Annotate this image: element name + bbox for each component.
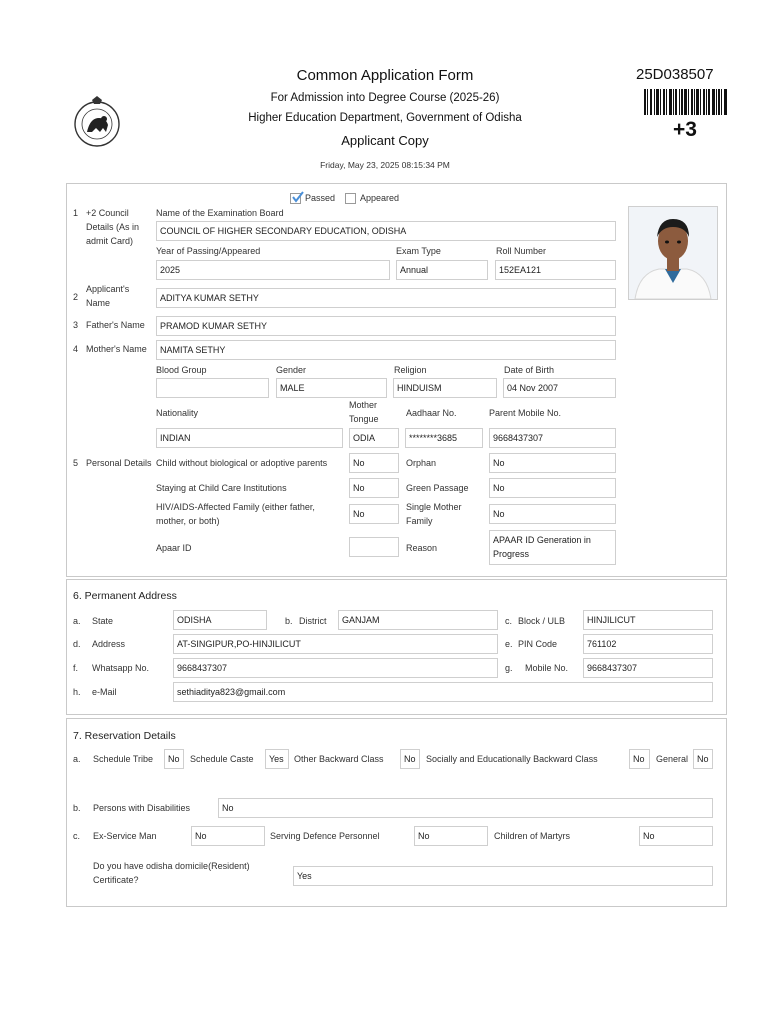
general-field: No xyxy=(693,749,713,769)
mother-tongue-field: ODIA xyxy=(349,428,399,448)
roll-label: Roll Number xyxy=(496,246,547,256)
mother-tongue-label: Mother Tongue xyxy=(349,400,379,424)
single-mother-label: Single Mother Family xyxy=(406,502,462,526)
pin-code-label: PIN Code xyxy=(518,639,558,649)
single-mother-field: No xyxy=(489,504,616,524)
child-without-parents-label: Child without biological or adoptive parents xyxy=(156,458,328,468)
domicile-label: Do you have odisha domicile(Resident) Certificate? xyxy=(93,861,250,885)
passed-label: Passed xyxy=(305,193,336,203)
serving-defence-field: No xyxy=(414,826,488,846)
children-of-martyrs-label: Children of Martyrs xyxy=(494,831,571,841)
course-tag: +3 xyxy=(673,118,697,141)
row-number: 5 xyxy=(73,458,79,468)
odisha-emblem-icon xyxy=(70,94,124,150)
row-number: 4 xyxy=(73,344,79,354)
orphan-field: No xyxy=(489,453,616,473)
obc-field: No xyxy=(400,749,420,769)
applicant-photo xyxy=(628,206,718,300)
green-passage-label: Green Passage xyxy=(406,483,469,493)
father-name-label: Father's Name xyxy=(86,320,145,330)
religion-label: Religion xyxy=(394,365,427,375)
reason-label: Reason xyxy=(406,543,438,553)
council-details-label: +2 Council Details (As in admit Card) xyxy=(86,208,140,246)
reservation-section-title: 7. Reservation Details xyxy=(73,730,176,742)
appeared-label: Appeared xyxy=(360,193,400,203)
father-name-field: PRAMOD KUMAR SETHY xyxy=(156,316,616,336)
reason-field: APAAR ID Generation in Progress xyxy=(489,530,616,565)
nationality-label: Nationality xyxy=(156,408,199,418)
department-name: Higher Education Department, Government of Odisha xyxy=(248,112,522,124)
personal-section xyxy=(66,183,727,577)
schedule-tribe-label: Schedule Tribe xyxy=(93,754,154,764)
hiv-affected-label: HIV/AIDS-Affected Family (either father, mother, or both) xyxy=(156,502,315,526)
apaar-id-label: Apaar ID xyxy=(156,543,192,553)
nationality-field: INDIAN xyxy=(156,428,343,448)
parent-mobile-label: Parent Mobile No. xyxy=(489,408,562,418)
address-label: Address xyxy=(92,639,126,649)
whatsapp-field: 9668437307 xyxy=(173,658,498,678)
general-label: General xyxy=(656,754,689,764)
mobile-label: Mobile No. xyxy=(525,663,569,673)
green-passage-field: No xyxy=(489,478,616,498)
personal-details-label: Personal Details xyxy=(86,458,152,468)
pwd-field: No xyxy=(218,798,713,818)
religion-field: HINDUISM xyxy=(393,378,497,398)
copy-type: Applicant Copy xyxy=(341,133,429,148)
district-field: GANJAM xyxy=(338,610,498,630)
whatsapp-label: Whatsapp No. xyxy=(92,663,150,673)
address-field: AT-SINGIPUR,PO-HINJILICUT xyxy=(173,634,498,654)
appeared-checkbox[interactable] xyxy=(345,193,356,204)
ex-service-field: No xyxy=(191,826,265,846)
sebc-label: Socially and Educationally Backward Class xyxy=(426,754,598,764)
blood-group-label: Blood Group xyxy=(156,365,207,375)
schedule-tribe-field: No xyxy=(164,749,184,769)
applicant-name-field: ADITYA KUMAR SETHY xyxy=(156,288,616,308)
board-label: Name of the Examination Board xyxy=(156,208,284,218)
item-letter: e. xyxy=(505,639,513,649)
item-letter: g. xyxy=(505,663,513,673)
application-number: 25D038507 xyxy=(636,66,714,83)
item-letter: d. xyxy=(73,639,81,649)
aadhaar-label: Aadhaar No. xyxy=(406,408,457,418)
obc-label: Other Backward Class xyxy=(294,754,384,764)
children-of-martyrs-field: No xyxy=(639,826,713,846)
schedule-caste-field: Yes xyxy=(265,749,289,769)
gender-label: Gender xyxy=(276,365,307,375)
state-field: ODISHA xyxy=(173,610,267,630)
year-field: 2025 xyxy=(156,260,390,280)
reservation-section xyxy=(66,718,727,907)
item-letter: a. xyxy=(73,616,81,626)
form-title: Common Application Form xyxy=(296,67,474,84)
ex-service-label: Ex-Service Man xyxy=(93,831,157,841)
blood-group-field xyxy=(156,378,269,398)
item-letter: a. xyxy=(73,754,81,764)
item-letter: h. xyxy=(73,687,81,697)
roll-field: 152EA121 xyxy=(495,260,616,280)
item-letter: c. xyxy=(505,616,513,626)
permanent-address-section xyxy=(66,579,727,715)
item-letter: c. xyxy=(73,831,81,841)
passed-checkbox[interactable] xyxy=(290,193,301,204)
barcode-icon xyxy=(644,89,728,115)
schedule-caste-label: Schedule Caste xyxy=(190,754,254,764)
child-care-field: No xyxy=(349,478,399,498)
pin-code-field: 761102 xyxy=(583,634,713,654)
state-label: State xyxy=(92,616,114,626)
mother-name-field: NAMITA SETHY xyxy=(156,340,616,360)
row-number: 2 xyxy=(73,292,79,302)
pwd-label: Persons with Disabilities xyxy=(93,803,191,813)
exam-type-field: Annual xyxy=(396,260,488,280)
mother-name-label: Mother's Name xyxy=(86,344,147,354)
exam-type-label: Exam Type xyxy=(396,246,441,256)
print-datetime: Friday, May 23, 2025 08:15:34 PM xyxy=(320,160,450,170)
orphan-label: Orphan xyxy=(406,458,437,468)
block-label: Block / ULB xyxy=(518,616,566,626)
dob-label: Date of Birth xyxy=(504,365,555,375)
email-field: sethiaditya823@gmail.com xyxy=(173,682,713,702)
block-field: HINJILICUT xyxy=(583,610,713,630)
parent-mobile-field: 9668437307 xyxy=(489,428,616,448)
item-letter: b. xyxy=(73,803,81,813)
mobile-field: 9668437307 xyxy=(583,658,713,678)
address-section-title: 6. Permanent Address xyxy=(73,590,177,602)
domicile-field: Yes xyxy=(293,866,713,886)
applicant-name-label: Applicant's Name xyxy=(86,284,130,308)
form-subtitle: For Admission into Degree Course (2025-26) xyxy=(270,92,500,104)
row-number: 1 xyxy=(73,208,79,218)
board-field: COUNCIL OF HIGHER SECONDARY EDUCATION, ODISHA xyxy=(156,221,616,241)
hiv-affected-field: No xyxy=(349,504,399,524)
apaar-id-field xyxy=(349,537,399,557)
item-letter: f. xyxy=(73,663,79,673)
sebc-field: No xyxy=(629,749,650,769)
row-number: 3 xyxy=(73,320,79,330)
serving-defence-label: Serving Defence Personnel xyxy=(270,831,380,841)
child-care-label: Staying at Child Care Institutions xyxy=(156,483,287,493)
item-letter: b. xyxy=(285,616,293,626)
email-label: e-Mail xyxy=(92,687,117,697)
dob-field: 04 Nov 2007 xyxy=(503,378,616,398)
aadhaar-field: ********3685 xyxy=(405,428,483,448)
child-without-parents-field: No xyxy=(349,453,399,473)
district-label: District xyxy=(299,616,327,626)
gender-field: MALE xyxy=(276,378,387,398)
year-label: Year of Passing/Appeared xyxy=(156,246,261,256)
